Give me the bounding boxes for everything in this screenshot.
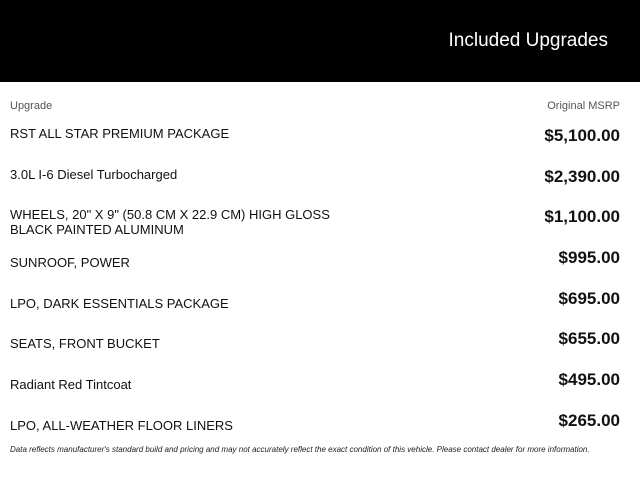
upgrades-list bbox=[0, 126, 640, 452]
column-header-msrp: Original MSRP bbox=[547, 100, 620, 112]
list-item bbox=[0, 370, 640, 411]
list-item bbox=[0, 248, 640, 289]
header-bar bbox=[0, 0, 640, 82]
upgrade-price: $495.00 bbox=[558, 370, 620, 390]
upgrade-name: LPO, ALL-WEATHER FLOOR LINERS bbox=[10, 417, 233, 433]
upgrade-price: $695.00 bbox=[558, 288, 620, 308]
upgrade-price: $2,390.00 bbox=[544, 166, 620, 186]
upgrade-name: 3.0L I-6 Diesel Turbocharged bbox=[10, 166, 178, 182]
upgrade-price: $5,100.00 bbox=[544, 126, 620, 145]
upgrade-name: LPO, DARK ESSENTIALS PACKAGE bbox=[10, 295, 229, 311]
list-item bbox=[0, 329, 640, 370]
list-item bbox=[0, 207, 640, 248]
list-item bbox=[0, 167, 640, 208]
upgrade-price: $995.00 bbox=[558, 248, 620, 268]
list-item bbox=[0, 126, 640, 167]
page-title: Included Upgrades bbox=[448, 30, 608, 51]
upgrade-name: WHEELS, 20" X 9" (50.8 CM X 22.9 CM) HIGH GLOSS BLACK PAINTED ALUMINUM bbox=[10, 207, 330, 238]
list-item bbox=[0, 289, 640, 330]
upgrade-name: RST ALL STAR PREMIUM PACKAGE bbox=[10, 126, 230, 141]
upgrade-name: Radiant Red Tintcoat bbox=[10, 377, 132, 393]
column-header-upgrade: Upgrade bbox=[10, 100, 53, 112]
disclaimer-text: Data reflects manufacturer's standard build and pricing and may not accurately reflect the exact condition of this vehicle. Please contact dealer for more information. bbox=[10, 445, 590, 454]
upgrade-name: SUNROOF, POWER bbox=[10, 255, 130, 271]
upgrade-price: $265.00 bbox=[558, 410, 620, 430]
upgrade-name: SEATS, FRONT BUCKET bbox=[10, 336, 160, 352]
upgrade-price: $655.00 bbox=[558, 329, 620, 349]
upgrade-price: $1,100.00 bbox=[544, 207, 620, 227]
